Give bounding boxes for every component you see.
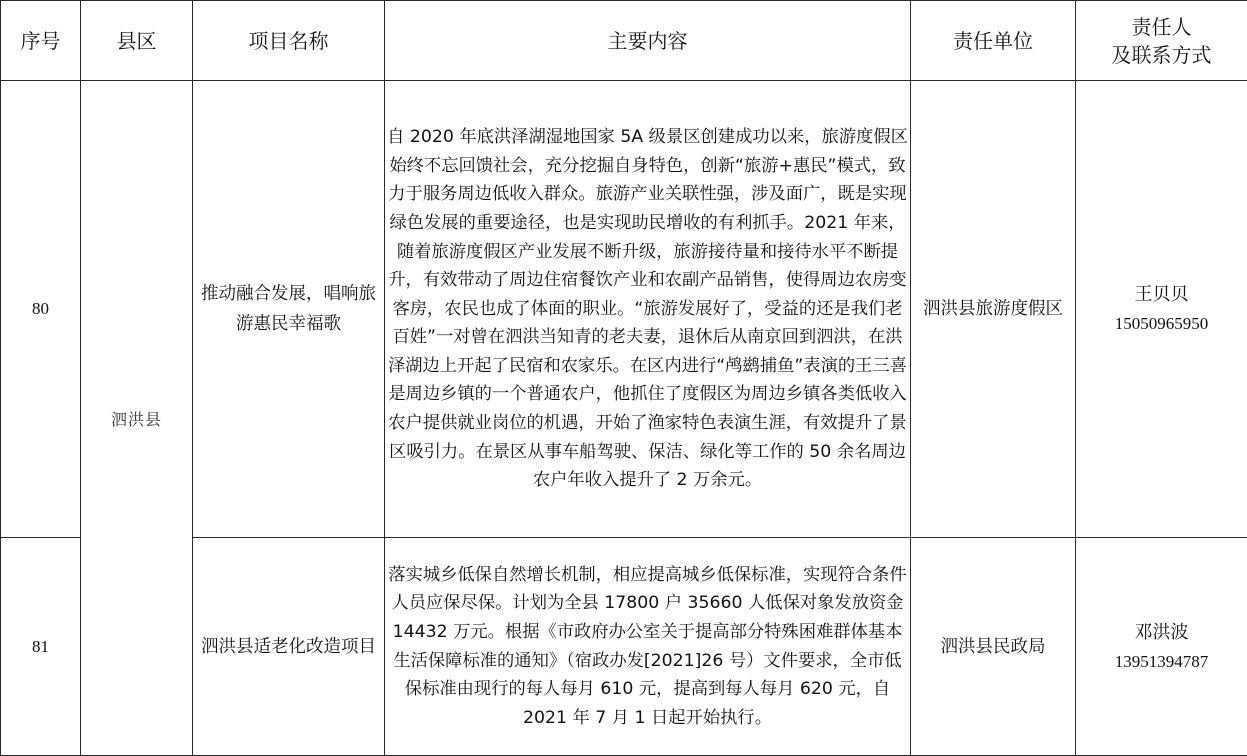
responsible-unit: 泗洪县民政局 xyxy=(911,538,1076,756)
header-row xyxy=(1,1,1247,81)
header-responsible-line1: 责任人 xyxy=(1076,13,1247,41)
project-content: 自 2020 年底洪泽湖湿地国家 5A 级景区创建成功以来，旅游度假区始终不忘回馈社会，充分挖掘自身特色，创新“旅游+惠民”模式，致力于服务周边低收入群众。旅游产业关联性强，涉及面广，既是实现绿色发展的重要途径，也是实现助民增收的有利抓手。2021 年来，随着旅游度假区产业发展不断升级，旅游接待量和接待水平不断提升，有效带动了周边住宿餐饮产业和农副产品销售，使得周边农房变客房，农民也成了体面的职业。“旅游发展好了，受益的还是我们老百姓”一对曾在泗洪当知青的老夫妻，退休后从南京回到泗洪，在洪泽湖边上开起了民宿和农家乐。在区内进行“鸬鹚捕鱼”表演的王三喜是周边乡镇的一个普通农户，他抓住了度假区为周边乡镇各类低收入农户提供就业岗位的机遇，开始了渔家特色表演生涯，有效提升了景区吸引力。在景区从事车船驾驶、保洁、绿化等工作的 50 余名周边农户年收入提升了 2 万余元。 xyxy=(385,81,911,538)
row-seq: 80 xyxy=(1,81,81,538)
responsible-person: 邓洪波 xyxy=(1076,618,1247,647)
project-content: 落实城乡低保自然增长机制，相应提高城乡低保标准，实现符合条件人员应保尽保。计划为全县 17800 户 35660 人低保对象发放资金 14432 万元。根据《市政府办公室关于提高部分特殊困难群体基本生活保障标准的通知》（宿政办发[2021]26 号）文件要求，全市低保标准由现行的每人每月 610 元，提高到每人每月 620 元，自 2021 年 7 月 1 日起开始执行。 xyxy=(385,538,911,756)
header-responsible-line2: 及联系方式 xyxy=(1076,41,1247,69)
phone-number: 15050965950 xyxy=(1076,309,1247,338)
responsible-contact xyxy=(1076,81,1247,538)
row-seq: 81 xyxy=(1,538,81,756)
header-county: 县区 xyxy=(81,1,193,81)
responsible-contact xyxy=(1076,538,1247,756)
header-project: 项目名称 xyxy=(193,1,385,81)
header-content: 主要内容 xyxy=(385,1,911,81)
county-cell: 泗洪县 xyxy=(81,81,193,756)
header-unit: 责任单位 xyxy=(911,1,1076,81)
responsible-person: 王贝贝 xyxy=(1076,280,1247,309)
header-responsible xyxy=(1076,1,1247,81)
responsible-unit: 泗洪县旅游度假区 xyxy=(911,81,1076,538)
header-seq: 序号 xyxy=(1,1,81,81)
table-row xyxy=(1,81,1247,538)
project-name: 推动融合发展，唱响旅游惠民幸福歌 xyxy=(193,81,385,538)
phone-number: 13951394787 xyxy=(1076,647,1247,676)
project-name: 泗洪县适老化改造项目 xyxy=(193,538,385,756)
